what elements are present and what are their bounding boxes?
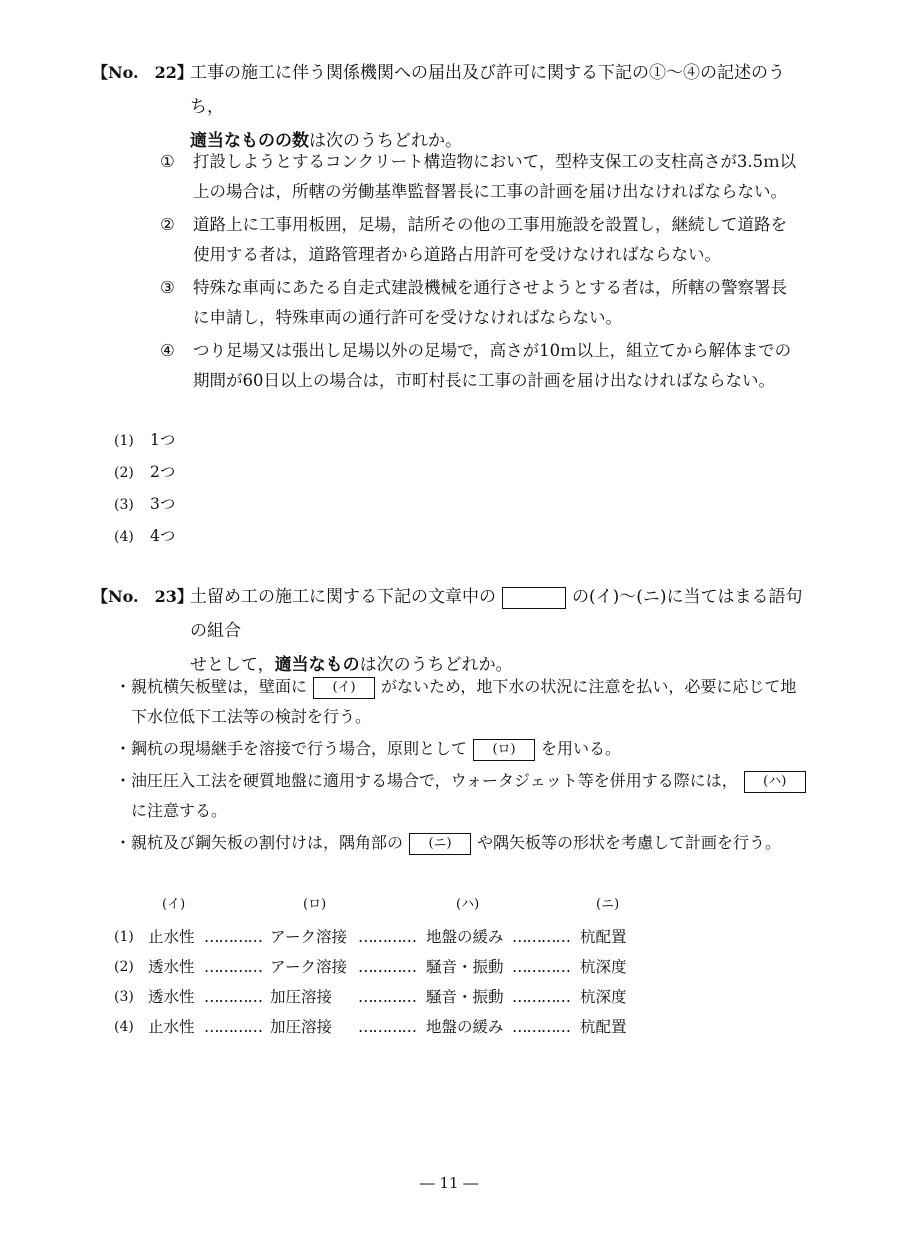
question-number: 【No. 23】 (92, 587, 193, 606)
question-text (190, 56, 812, 158)
question-text (190, 580, 812, 682)
bullet-2: ・鋼杭の現場継手を溶接で行う場合，原則として (ロ) を用いる。 (115, 734, 815, 764)
blank-ro: (ロ) (473, 739, 535, 761)
statement-2: ② 道路上に工事用板囲，足場，詰所その他の工事用施設を設置し，継続して道路を使用する者は，道路管理者から道路占用許可を受けなければならない。 (160, 215, 787, 264)
blank-i: (イ) (313, 677, 375, 699)
column-header-i: (イ) (162, 897, 186, 912)
question-line-2: せとして，適当なものは次のうちどれか。 (190, 655, 513, 675)
bullet-4: ・親杭及び鋼矢板の割付けは，隅角部の (ニ) や隅矢板等の形状を考慮して計画を行う。 (115, 828, 815, 858)
bullet-1: ・親杭横矢板壁は，壁面に (イ) がないため，地下水の状況に注意を払い，必要に応じて地 下水位低下工法等の検討を行う。 (115, 677, 797, 726)
blank-ha: (ハ) (744, 771, 806, 793)
question-22 (92, 56, 812, 158)
emphasis: 適当なもの (274, 655, 360, 675)
option-1[interactable]: (1) 1つ (114, 431, 176, 449)
question-line-1: 工事の施工に伴う関係機関への届出及び許可に関する下記の①～④の記述のうち， (190, 63, 785, 117)
statement-4: ④ つり足場又は張出し足場以外の足場で，高さが10ｍ以上，組立てから解体までの期間が60日以上の場合は，市町村長に工事の計画を届け出なければならない。 (160, 341, 792, 390)
column-header-ro: (ロ) (303, 897, 327, 912)
emphasis: 適当なものの数 (190, 131, 309, 151)
question-number: 【No. 22】 (92, 63, 193, 82)
page-number: ― 11 ― (419, 1174, 479, 1192)
blank-ni: (ニ) (409, 833, 471, 855)
bullet-3: ・油圧圧入工法を硬質地盤に適用する場合で，ウォータジェット等を併用する際には， (ハ) に注意する。 (115, 766, 815, 826)
question-line-1: 土留め工の施工に関する下記の文章中の の(イ)～(ニ)に当てはまる語句の組合 (190, 587, 803, 641)
statement-3: ③ 特殊な車両にあたる自走式建設機械を通行させようとする者は，所轄の警察署長に申請し，特殊車両の通行許可を受けなければならない。 (160, 278, 787, 327)
answer-blank-box (502, 587, 566, 609)
question-23 (92, 580, 812, 682)
column-header-ha: (ハ) (456, 897, 480, 912)
column-header-ni: (ニ) (596, 897, 620, 912)
option-4[interactable]: (4) 4つ (114, 527, 176, 545)
question-line-2: 適当なものの数は次のうちどれか。 (190, 131, 462, 151)
option-3[interactable]: (3) 3つ (114, 495, 176, 513)
option-2[interactable]: (2) 2つ (114, 463, 176, 481)
statement-1: ① 打設しようとするコンクリート構造物において，型枠支保工の支柱高さが3.5ｍ以上の場合は，所轄の労働基準監督署長に工事の計画を届け出なければならない。 (160, 152, 797, 201)
